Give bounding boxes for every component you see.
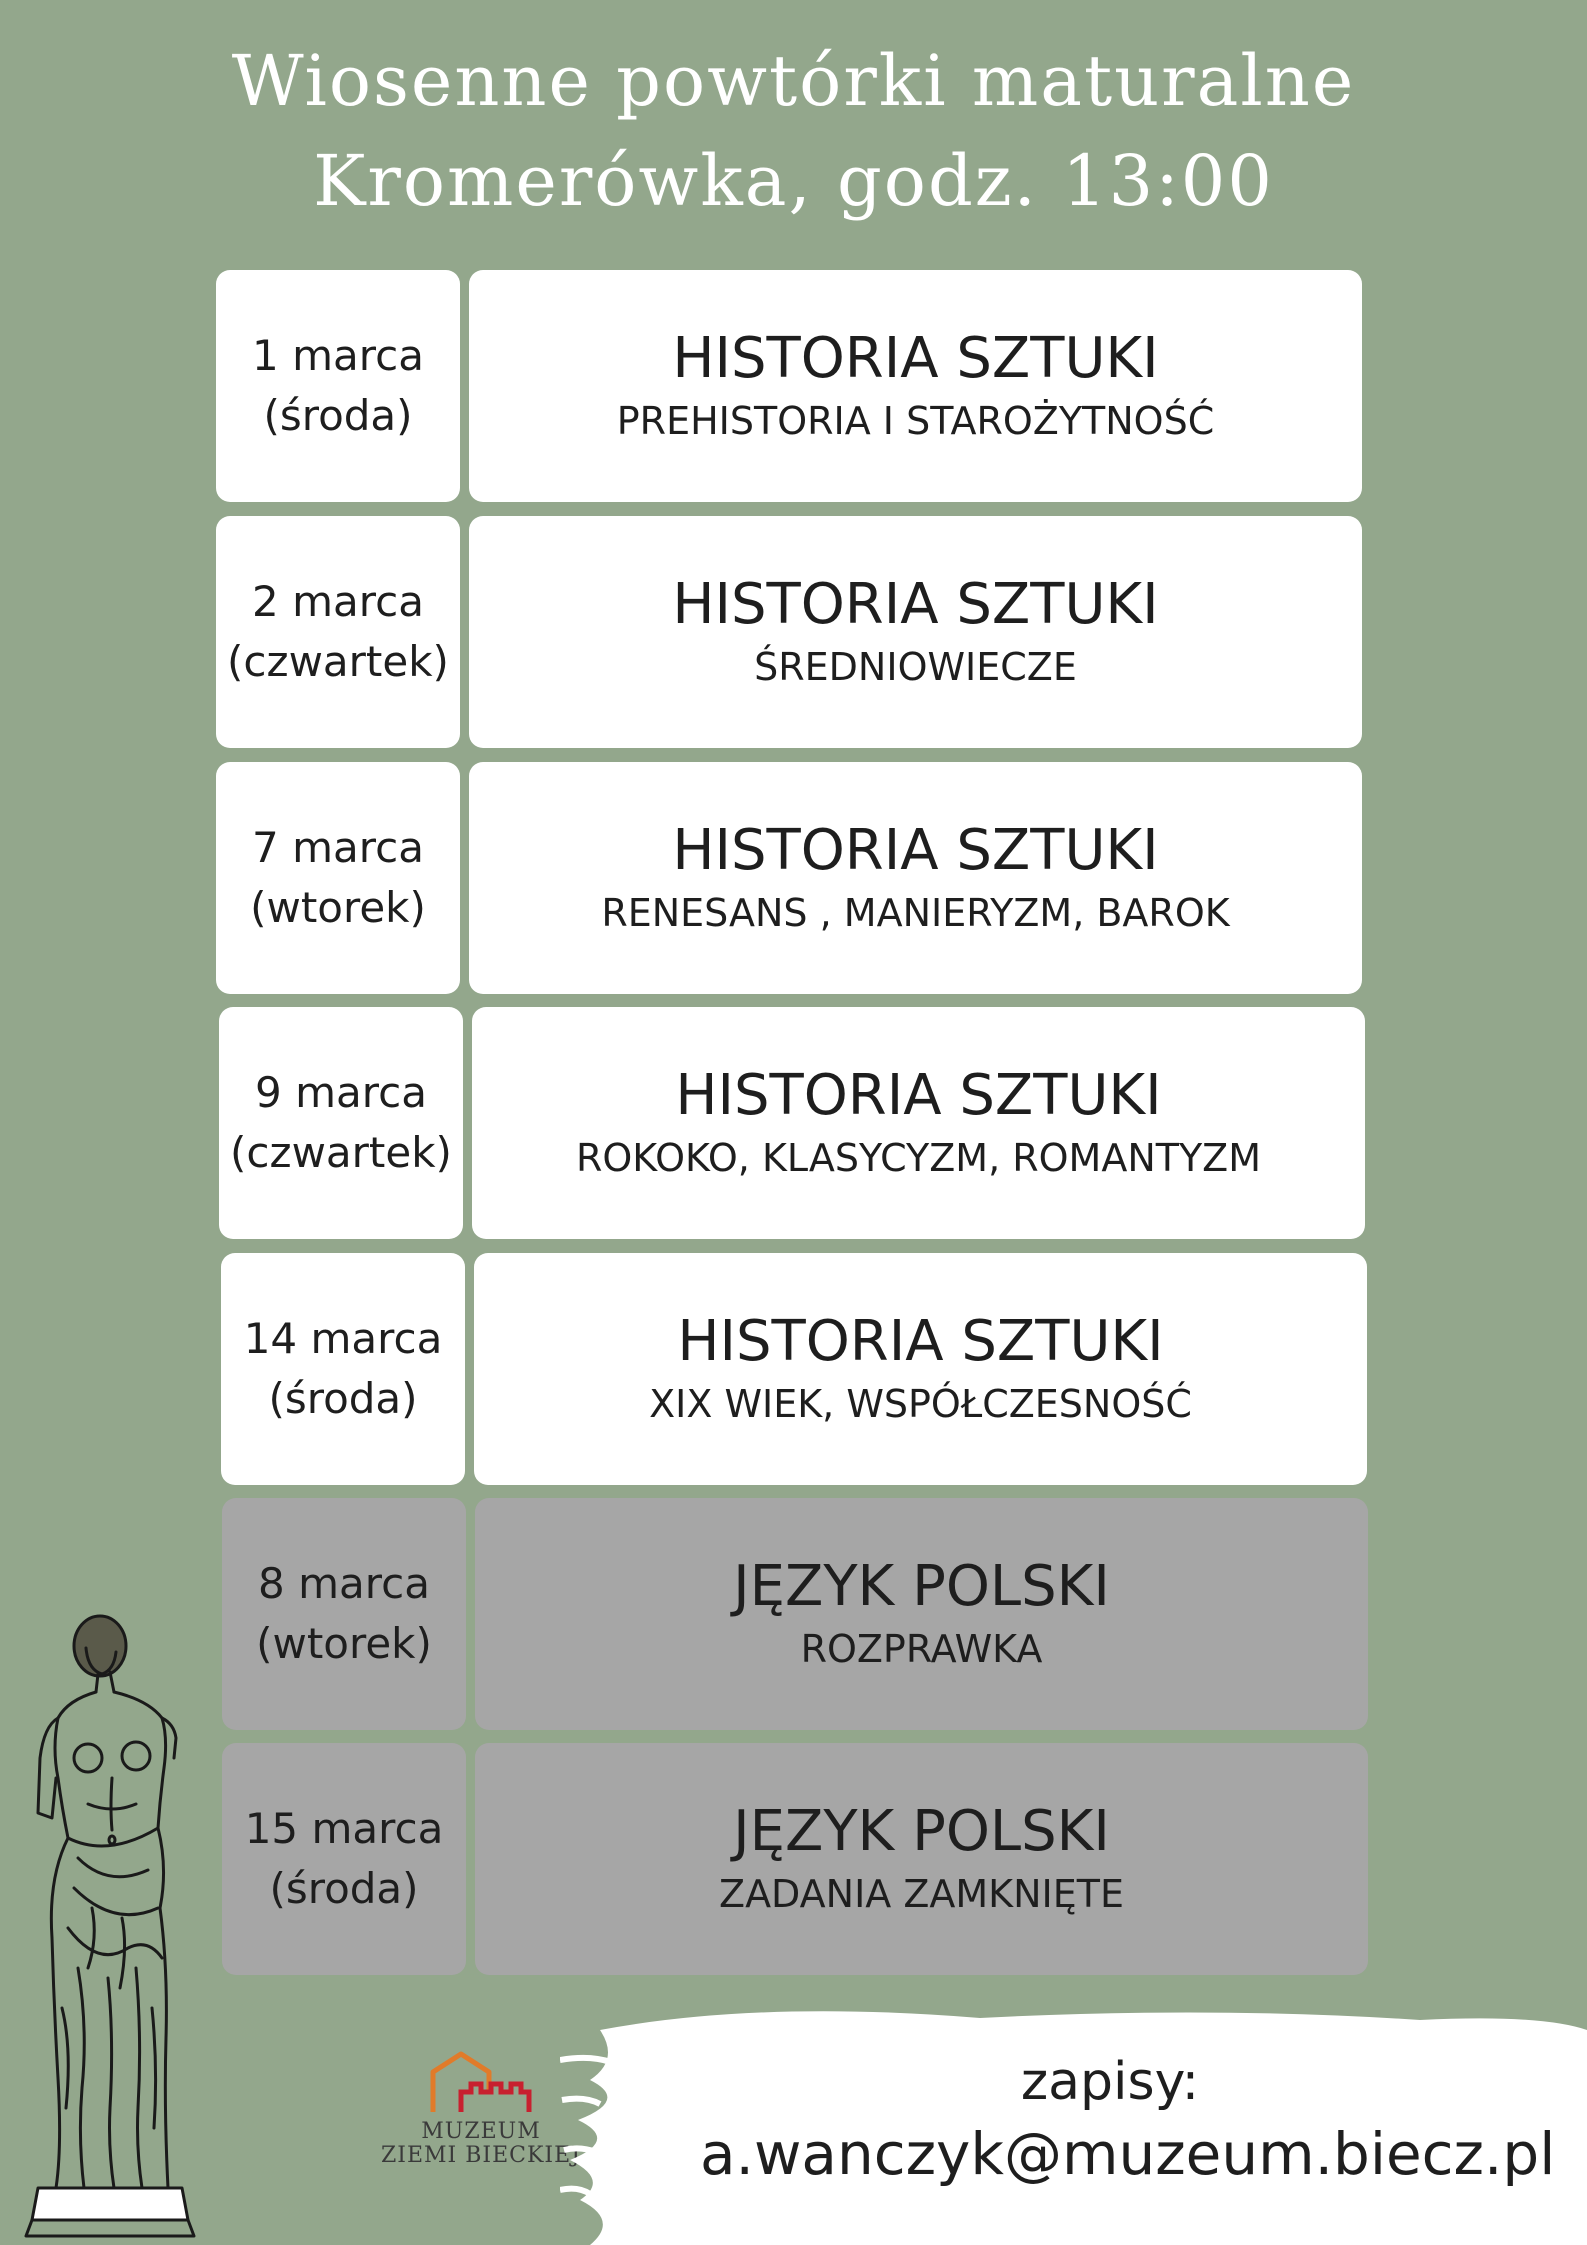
schedule-row <box>221 1253 1371 1485</box>
topic-text: ŚREDNIOWIECZE <box>754 645 1077 689</box>
page-subtitle: Kromerówka, godz. 13:00 <box>313 140 1274 222</box>
logo-text-line2: ZIEMI BIECKIEJ <box>380 2143 581 2168</box>
date-text: 7 marca <box>252 823 424 872</box>
weekday-text: (środa) <box>269 1864 419 1913</box>
page-title: Wiosenne powtórki maturalne <box>231 40 1356 122</box>
subject-text: HISTORIA SZTUKI <box>677 1309 1164 1374</box>
topic-cell <box>469 762 1362 994</box>
date-cell <box>216 762 460 994</box>
date-cell <box>216 270 460 502</box>
weekday-text: (wtorek) <box>256 1619 432 1668</box>
weekday-text: (środa) <box>268 1374 418 1423</box>
museum-logo <box>376 2050 586 2180</box>
date-cell <box>222 1743 466 1975</box>
topic-cell <box>469 270 1362 502</box>
date-text: 15 marca <box>244 1804 444 1853</box>
date-cell <box>219 1007 463 1239</box>
date-cell <box>221 1253 465 1485</box>
subject-text: HISTORIA SZTUKI <box>672 572 1159 637</box>
topic-cell <box>469 516 1362 748</box>
date-cell <box>216 516 460 748</box>
date-cell <box>222 1498 466 1730</box>
schedule-row <box>216 762 1366 994</box>
date-text: 2 marca <box>252 577 424 626</box>
topic-text: ROKOKO, KLASYCYZM, ROMANTYZM <box>575 1136 1261 1180</box>
schedule-row <box>222 1743 1372 1975</box>
subject-text: HISTORIA SZTUKI <box>672 326 1159 391</box>
weekday-text: (czwartek) <box>227 637 449 686</box>
signup-email-link[interactable]: a.wanczyk@muzeum.biecz.pl <box>700 2120 1556 2188</box>
subject-text: JĘZYK POLSKI <box>733 1554 1110 1619</box>
subject-text: HISTORIA SZTUKI <box>672 818 1159 883</box>
subject-text: JĘZYK POLSKI <box>733 1799 1110 1864</box>
topic-text: ZADANIA ZAMKNIĘTE <box>719 1872 1124 1916</box>
schedule-row <box>219 1007 1369 1239</box>
museum-logo-icon <box>421 2050 541 2120</box>
venus-statue-illustration <box>18 1608 208 2238</box>
weekday-text: (czwartek) <box>230 1128 452 1177</box>
date-text: 1 marca <box>252 331 424 380</box>
topic-text: PREHISTORIA I STAROŻYTNOŚĆ <box>616 399 1215 443</box>
date-text: 8 marca <box>258 1559 430 1608</box>
weekday-text: (wtorek) <box>250 883 426 932</box>
topic-text: XIX WIEK, WSPÓŁCZESNOŚĆ <box>649 1382 1192 1426</box>
topic-cell <box>474 1253 1367 1485</box>
date-text: 9 marca <box>255 1068 427 1117</box>
topic-cell <box>475 1498 1368 1730</box>
schedule-row <box>216 270 1366 502</box>
schedule-row <box>222 1498 1372 1730</box>
signup-label: zapisy: <box>1020 2052 1200 2112</box>
schedule-row <box>216 516 1366 748</box>
logo-text-line1: MUZEUM <box>421 2119 541 2144</box>
topic-cell <box>475 1743 1368 1975</box>
topic-cell <box>472 1007 1365 1239</box>
date-text: 14 marca <box>243 1314 443 1363</box>
topic-text: RENESANS , MANIERYZM, BAROK <box>601 891 1230 935</box>
subject-text: HISTORIA SZTUKI <box>675 1063 1162 1128</box>
weekday-text: (środa) <box>263 391 413 440</box>
topic-text: ROZPRAWKA <box>800 1627 1043 1671</box>
